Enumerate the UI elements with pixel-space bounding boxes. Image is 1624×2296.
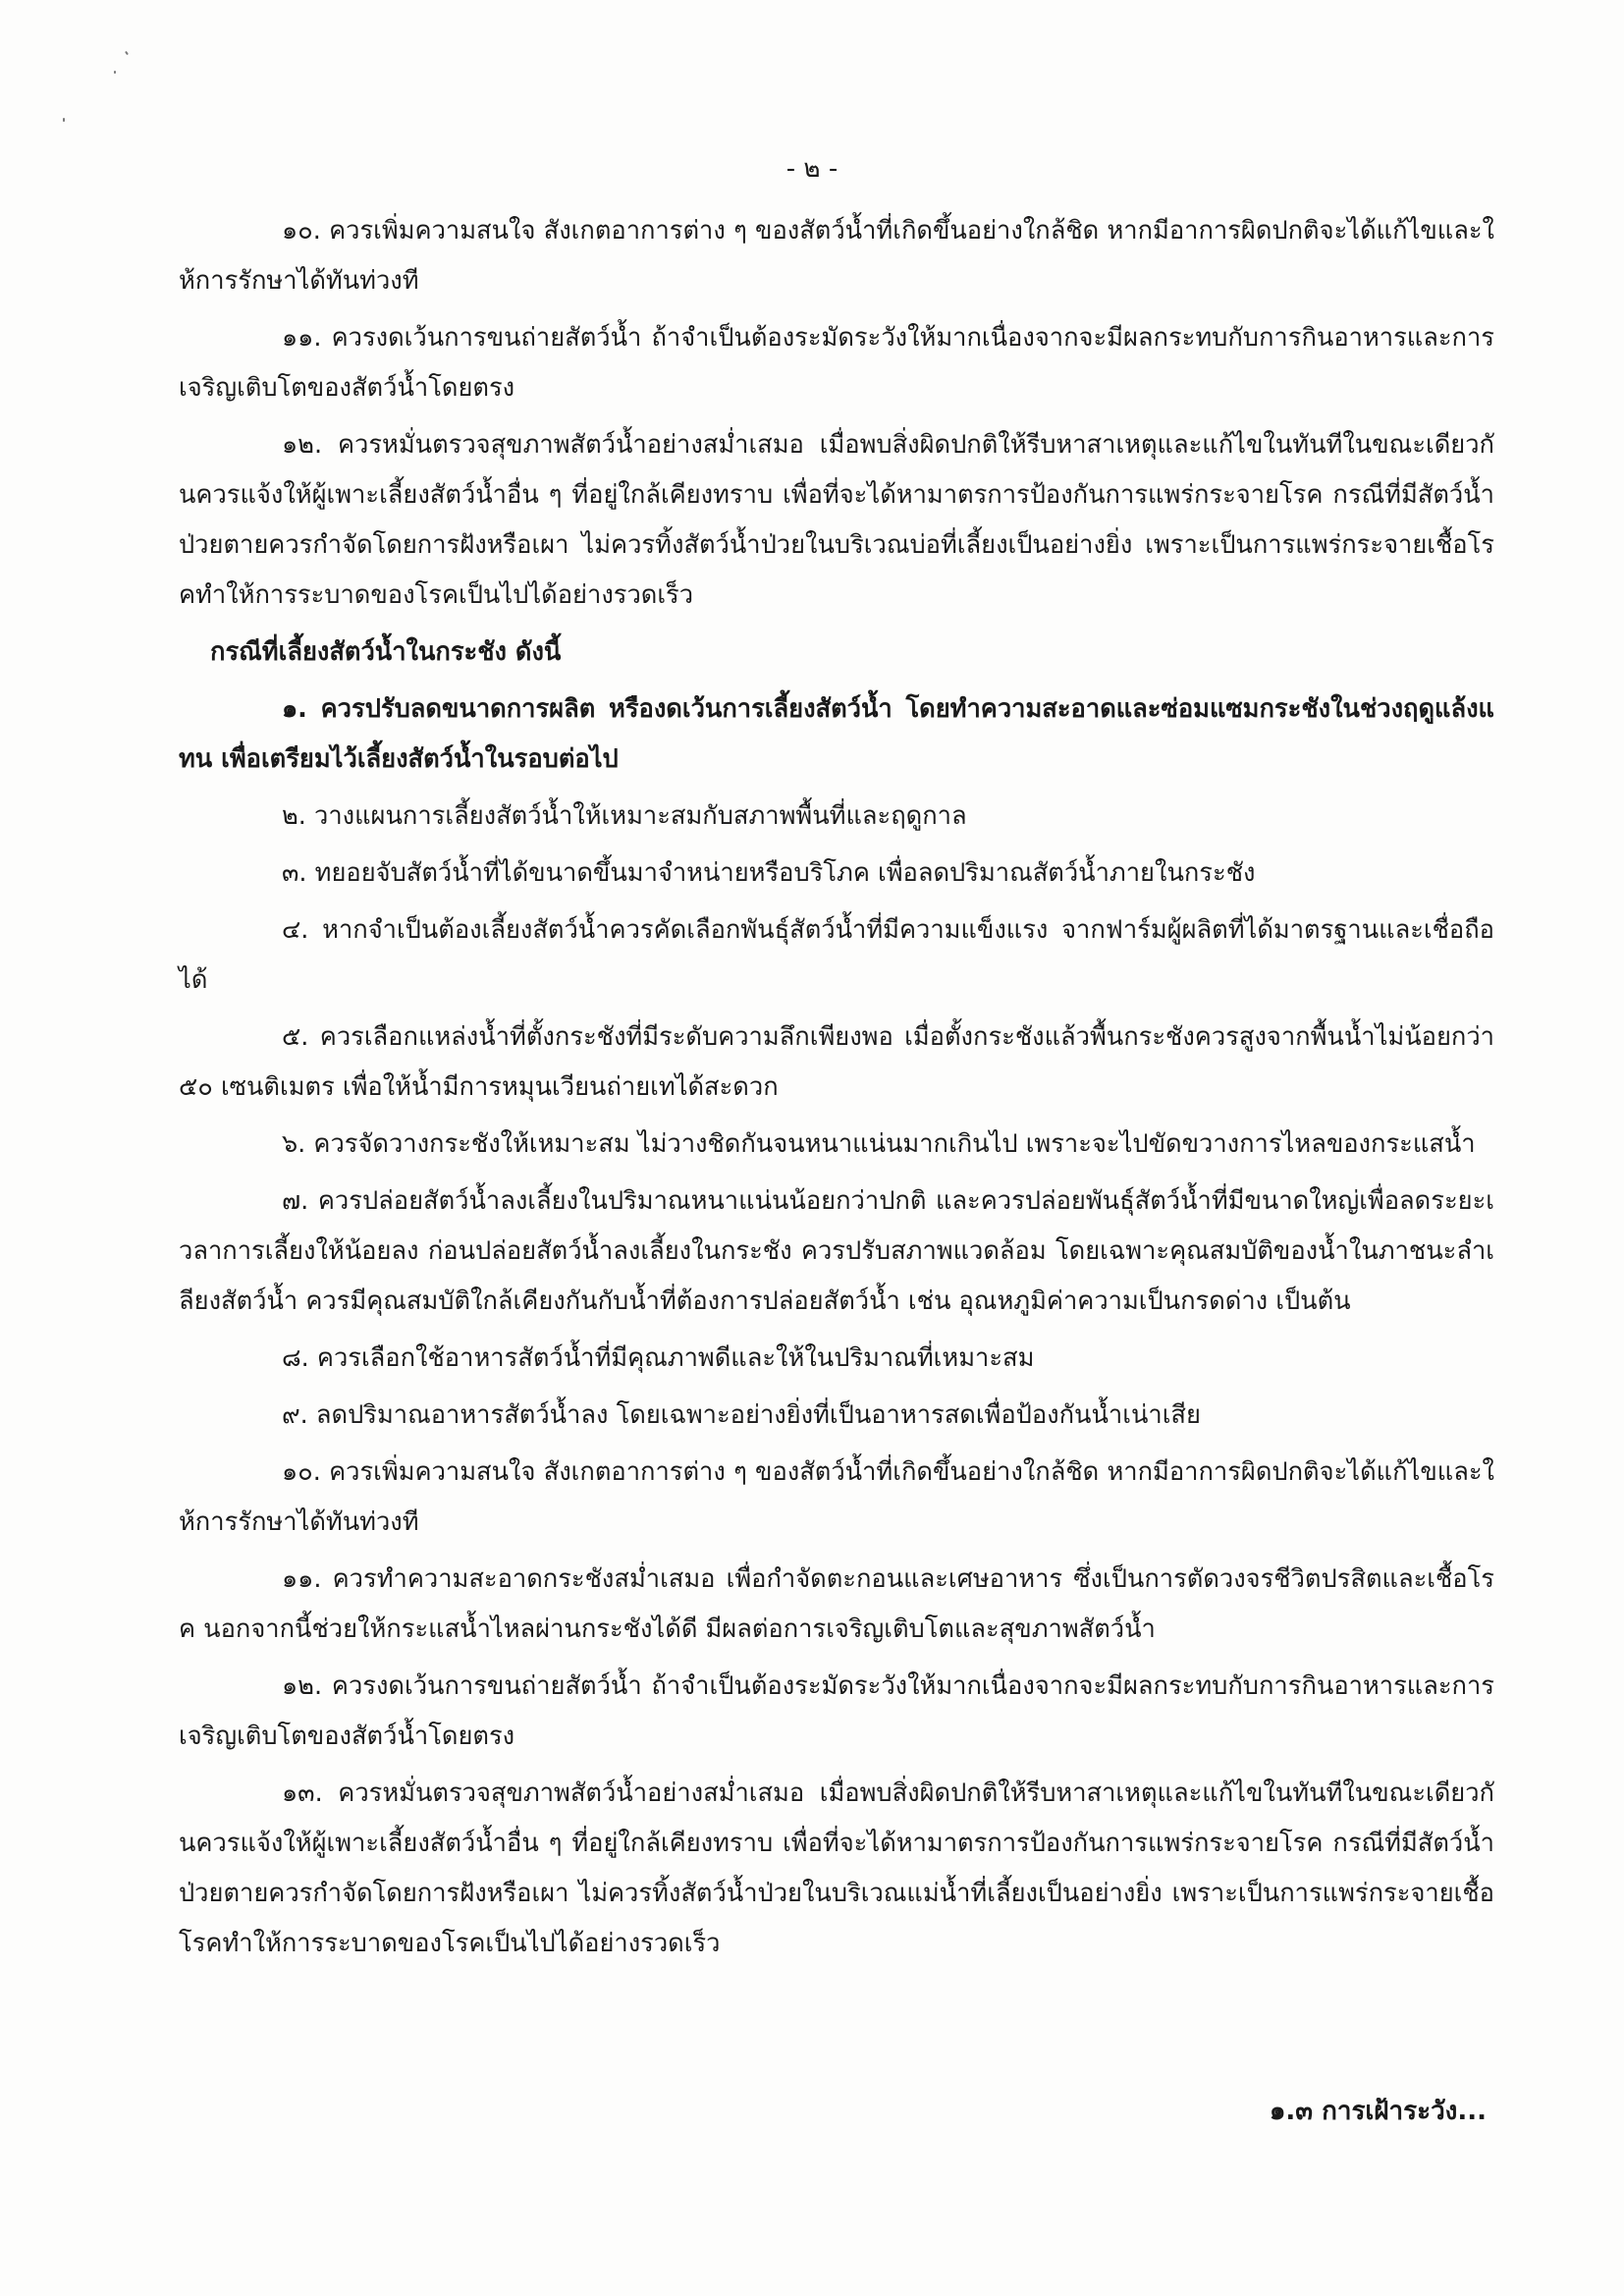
cage-item-4: ๔. หากจำเป็นต้องเลี้ยงสัตว์น้ำควรคัดเลือกพันธุ์สัตว์น้ำที่มีความแข็งแรง จากฟาร์มผู้ผลิตที่ได้มาตรฐานและเชื่อถือได้: [179, 915, 1494, 995]
scan-speck: [125, 51, 129, 55]
cage-item-5: ๕. ควรเลือกแหล่งน้ำที่ตั้งกระชังที่มีระดับความลึกเพียงพอ เมื่อตั้งกระชังแล้วพื้นกระชังควรสูงจากพื้นน้ำไม่น้อยกว่า ๕๐ เซนติเมตร เพื่อให้น้ำมีการหมุนเวียนถ่ายเทได้สะดวก: [179, 1022, 1494, 1102]
cage-item-3: ๓. ทยอยจับสัตว์น้ำที่ได้ขนาดขึ้นมาจำหน่ายหรือบริโภค เพื่อลดปริมาณสัตว์น้ำภายในกระชัง: [282, 858, 1256, 888]
cage-item-2: ๒. วางแผนการเลี้ยงสัตว์น้ำให้เหมาะสมกับสภาพพื้นที่และฤดูกาล: [282, 801, 967, 831]
scan-speck: [114, 71, 116, 74]
cage-item-11: ๑๑. ควรทำความสะอาดกระชังสม่ำเสมอ เพื่อกำจัดตะกอนและเศษอาหาร ซึ่งเป็นการตัดวงจรชีวิตปรสิตและเชื้อโรค นอกจากนี้ช่วยให้กระแสน้ำไหลผ่านกระชังได้ดี มีผลต่อการเจริญเติบโตและสุขภาพสัตว์น้ำ: [179, 1564, 1494, 1644]
cage-item-12: ๑๒. ควรงดเว้นการขนถ่ายสัตว์น้ำ ถ้าจำเป็นต้องระมัดระวังให้มากเนื่องจากจะมีผลกระทบกับการกินอาหารและการเจริญเติบโตของสัตว์น้ำโดยตรง: [179, 1671, 1494, 1751]
pond-item-10: ๑๐. ควรเพิ่มความสนใจ สังเกตอาการต่าง ๆ ของสัตว์น้ำที่เกิดขึ้นอย่างใกล้ชิด หากมีอาการผิดปกติจะได้แก้ไขและให้การรักษาได้ทันท่วงที: [179, 216, 1494, 296]
pond-item-11: ๑๑. ควรงดเว้นการขนถ่ายสัตว์น้ำ ถ้าจำเป็นต้องระมัดระวังให้มากเนื่องจากจะมีผลกระทบกับการกินอาหารและการเจริญเติบโตของสัตว์น้ำโดยตรง: [179, 323, 1494, 403]
cage-item-8: ๘. ควรเลือกใช้อาหารสัตว์น้ำที่มีคุณภาพดีและให้ในปริมาณที่เหมาะสม: [282, 1343, 1035, 1373]
cage-item-10: ๑๐. ควรเพิ่มความสนใจ สังเกตอาการต่าง ๆ ของสัตว์น้ำที่เกิดขึ้นอย่างใกล้ชิด หากมีอาการผิดปกติจะได้แก้ไขและให้การรักษาได้ทันท่วงที: [179, 1457, 1494, 1537]
cage-section-heading: กรณีที่เลี้ยงสัตว์น้ำในกระชัง ดังนี้: [210, 637, 562, 667]
continuation-marker: ๑.๓ การเฝ้าระวัง...: [1269, 2097, 1487, 2126]
cage-item-9: ๙. ลดปริมาณอาหารสัตว์น้ำลง โดยเฉพาะอย่างยิ่งที่เป็นอาหารสดเพื่อป้องกันน้ำเน่าเสีย: [282, 1400, 1201, 1430]
document-body: [179, 206, 1494, 1976]
cage-item-6: ๖. ควรจัดวางกระชังให้เหมาะสม ไม่วางชิดกันจนหนาแน่นมากเกินไป เพราะจะไปขัดขวางการไหลของกระแสน้ำ: [282, 1129, 1476, 1159]
pond-care-list: [179, 206, 1494, 621]
cage-item-13: ๑๓. ควรหมั่นตรวจสุขภาพสัตว์น้ำอย่างสม่ำเสมอ เมื่อพบสิ่งผิดปกติให้รีบหาสาเหตุและแก้ไขในทันทีในขณะเดียวกันควรแจ้งให้ผู้เพาะเลี้ยงสัตว์น้ำอื่น ๆ ที่อยู่ใกล้เคียงทราบ เพื่อที่จะได้หามาตรการป้องกันการแพร่กระจายโรค กรณีที่มีสัตว์น้ำป่วยตายควรกำจัดโดยการฝังหรือเผา ไม่ควรทิ้งสัตว์น้ำป่วยในบริเวณแม่น้ำที่เลี้ยงเป็นอย่างยิ่ง เพราะเป็นการแพร่กระจายเชื้อโรคทำให้การระบาดของโรคเป็นไปได้อย่างรวดเร็ว: [179, 1778, 1494, 1958]
cage-item-7: ๗. ควรปล่อยสัตว์น้ำลงเลี้ยงในปริมาณหนาแน่นน้อยกว่าปกติ และควรปล่อยพันธุ์สัตว์น้ำที่มีขนาดใหญ่เพื่อลดระยะเวลาการเลี้ยงให้น้อยลง ก่อนปล่อยสัตว์น้ำลงเลี้ยงในกระชัง ควรปรับสภาพแวดล้อม โดยเฉพาะคุณสมบัติของน้ำในภาชนะลำเลียงสัตว์น้ำ ควรมีคุณสมบัติใกล้เคียงกันกับน้ำที่ต้องการปล่อยสัตว์น้ำ เช่น อุณหภูมิค่าความเป็นกรดด่าง เป็นต้น: [179, 1186, 1494, 1316]
pond-item-12: ๑๒. ควรหมั่นตรวจสุขภาพสัตว์น้ำอย่างสม่ำเสมอ เมื่อพบสิ่งผิดปกติให้รีบหาสาเหตุและแก้ไขในทันทีในขณะเดียวกันควรแจ้งให้ผู้เพาะเลี้ยงสัตว์น้ำอื่น ๆ ที่อยู่ใกล้เคียงทราบ เพื่อที่จะได้หามาตรการป้องกันการแพร่กระจายโรค กรณีที่มีสัตว์น้ำป่วยตายควรกำจัดโดยการฝังหรือเผา ไม่ควรทิ้งสัตว์น้ำป่วยในบริเวณบ่อที่เลี้ยงเป็นอย่างยิ่ง เพราะเป็นการแพร่กระจายเชื้อโรคทำให้การระบาดของโรคเป็นไปได้อย่างรวดเร็ว: [179, 430, 1494, 610]
page-number: - ๒ -: [785, 154, 839, 184]
cage-care-list: [179, 684, 1494, 1969]
scan-speck: [63, 118, 65, 122]
cage-item-1: ๑. ควรปรับลดขนาดการผลิต หรืองดเว้นการเลี้ยงสัตว์น้ำ โดยทำความสะอาดและซ่อมแซมกระชังในช่วงฤดูแล้งแทน เพื่อเตรียมไว้เลี้ยงสัตว์น้ำในรอบต่อไป: [179, 694, 1494, 774]
